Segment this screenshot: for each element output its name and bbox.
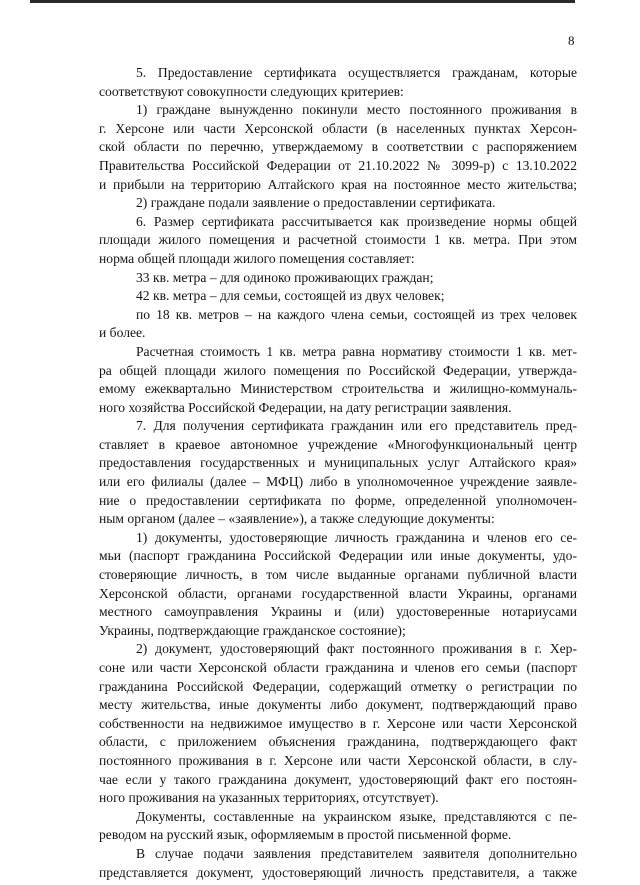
text-line: и более. (99, 325, 146, 341)
text-line: В случае подачи заявления представителем заявителя дополнительно (136, 845, 577, 861)
text-line: 2) граждане подали заявление о предоставлении сертификата. (136, 195, 496, 211)
text-line: или его филиалы (далее – МФЦ) либо в уполномоченное учреждение заявле- (99, 474, 577, 490)
text-line: собственности на недвижимое имущество в г. Херсоне или части Херсонской (99, 715, 577, 731)
text-line: 42 кв. метра – для семьи, состоящей из двух человек; (136, 288, 445, 304)
text-line: 5. Предоставление сертификата осуществляется гражданам, которые (136, 65, 577, 80)
text-line: Херсонской области, органами государственной власти Украины, органами (99, 585, 577, 601)
text-line: мьи (паспорт гражданина Российской Федерации или иные документы, удо- (99, 548, 577, 564)
text-line: местного самоуправления Украины и (или) удостоверенные нотариусами (99, 604, 577, 620)
text-line: Документы, составленные на украинском языке, представляются с пе- (136, 808, 577, 824)
text-line: Правительства Российской Федерации от 21.10.2022 № 3099-р) с 13.10.2022 (99, 157, 577, 173)
text-line: и прибыли на территорию Алтайского края на постоянное место жительства; (99, 176, 577, 192)
text-line: 1) документы, удостоверяющие личность гражданина и членов его се- (136, 529, 577, 545)
text-line: площади жилого помещения и расчетной стоимости 1 кв. метра. При этом (99, 232, 577, 248)
text-line: норма общей площади жилого помещения составляет: (99, 250, 415, 266)
text-line: 2) документ, удостоверяющий факт постоянного проживания в г. Хер- (136, 641, 577, 657)
text-line: постоянного проживания в г. Херсоне или части Херсонской области, в слу- (99, 752, 577, 768)
page-number: 8 (568, 33, 575, 48)
text-line: ние о предоставлении сертификата по форме, определенной уполномочен- (99, 492, 577, 508)
text-line: 33 кв. метра – для одиноко проживающих граждан; (136, 269, 434, 285)
text-line: реводом на русский язык, оформляемым в простой письменной форме. (99, 827, 512, 843)
text-line: по 18 кв. метров – на каждого члена семьи, состоящей из трех человек (136, 306, 577, 322)
text-line: Расчетная стоимость 1 кв. метра равна нормативу стоимости 1 кв. мет- (136, 343, 577, 359)
text-line: месту жительства, иные документы либо документ, подтверждающий право (99, 697, 577, 713)
text-line: 6. Размер сертификата рассчитывается как произведение нормы общей (136, 213, 577, 229)
text-line: 1) граждане вынужденно покинули место постоянного проживания в (136, 102, 577, 118)
text-line: Украины, подтверждающие гражданское состояние); (99, 622, 406, 638)
text-line: ской области по перечню, утверждаемому в соответствии с распоряжением (99, 139, 577, 155)
text-line: чае если у такого гражданина документ, удостоверяющий факт его постоян- (99, 771, 577, 787)
text-line: стоверяющие личность, в том числе выданные органами публичной власти (99, 567, 577, 583)
text-line: соответствуют совокупности следующих критериев: (99, 83, 404, 99)
text-line: ра общей площади жилого помещения по Российской Федерации, утвержда- (99, 362, 577, 378)
text-line: ставляет в краевое автономное учреждение «Многофункциональный центр (99, 436, 577, 452)
text-line: соне или части Херсонской области гражданина и членов его семьи (паспорт (99, 660, 577, 675)
text-line: емому ежеквартально Министерством строительства и жилищно-коммуналь- (99, 381, 577, 397)
text-line: 7. Для получения сертификата гражданин или его представитель пред- (136, 418, 577, 434)
text-line: гражданина Российской Федерации, содержащий отметку о регистрации по (99, 678, 577, 694)
text-line: г. Херсоне или части Херсонской области (в населенных пунктах Херсон- (99, 120, 577, 136)
text-line: ным органом (далее – «заявление»), а также следующие документы: (99, 511, 495, 527)
scan-edge-bar (30, 0, 575, 3)
text-line: представляется документ, удостоверяющий личность представителя, а также (99, 864, 577, 880)
document-body (99, 64, 577, 882)
text-line: ного проживания на указанных территориях, отсутствует). (99, 790, 439, 806)
text-line: предоставления государственных и муниципальных услуг Алтайского края» (99, 455, 577, 471)
text-line: области, с приложением объяснения гражданина, подтверждающего факт (99, 734, 577, 750)
text-line: ного хозяйства Российской Федерации, на дату регистрации заявления. (99, 399, 512, 415)
